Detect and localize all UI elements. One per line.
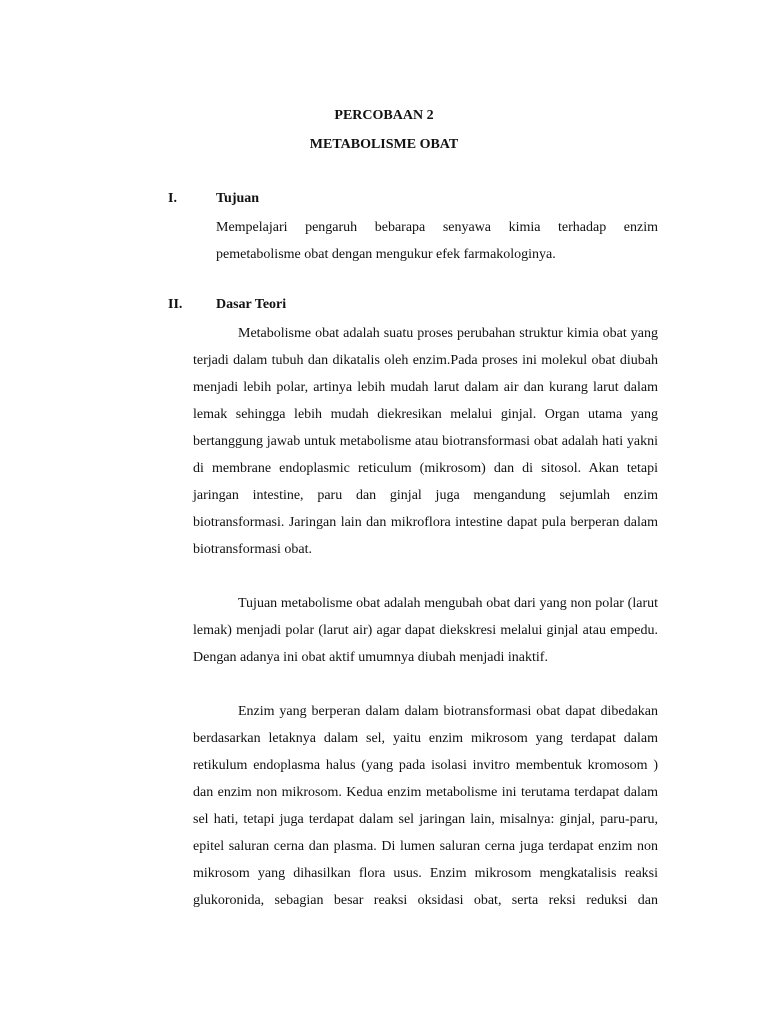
section-number-1: I. bbox=[168, 191, 177, 206]
theory-paragraph-2: Tujuan metabolisme obat adalah mengubah obat dari yang non polar (larut lemak) menjadi polar (larut air) agar dapat diekskresi melalui ginjal atau empedu. Dengan adanya ini obat aktif umumnya diubah menjadi inaktif. bbox=[193, 596, 658, 665]
experiment-subject-title: METABOLISME OBAT bbox=[309, 137, 459, 152]
theory-paragraph-3: Enzim yang berperan dalam dalam biotransformasi obat dapat dibedakan berdasarkan letaknya dalam sel, yaitu enzim mikrosom yang terdapat dalam retikulum endoplasma halus (yang pada isolasi invitro membentuk kromosom ) dan enzim non mikrosom. Kedua enzim metabolisme ini terutama terdapat dalam sel hati, tetapi juga terdapat dalam sel jaringan lain, misalnya: ginjal, paru-paru, epitel saluran cerna dan plasma. Di lumen saluran cerna juga terdapat enzim non mikrosom yang dihasilkan flora usus. Enzim mikrosom mengkatalisis reaksi glukoronida, sebagian besar reaksi oksidasi obat, serta reksi reduksi dan bbox=[193, 704, 658, 908]
theory-paragraph-1: Metabolisme obat adalah suatu proses perubahan struktur kimia obat yang terjadi dalam tubuh dan dikatalis oleh enzim.Pada proses ini molekul obat diubah menjadi lebih polar, artinya lebih mudah larut dalam air dan kurang larut dalam lemak sehingga lebih mudah diekresikan melalui ginjal. Organ utama yang bertanggung jawab untuk metabolisme atau biotransformasi obat adalah hati yakni di membrane endoplasmic reticulum (mikrosom) dan di sitosol. Akan tetapi jaringan intestine, paru dan ginjal juga mengandung sejumlah enzim biotransformasi. Jaringan lain dan mikroflora intestine dapat pula berperan dalam biotransformasi obat. bbox=[193, 326, 658, 557]
experiment-number-title: PERCOBAAN 2 bbox=[334, 108, 434, 123]
section-number-2: II. bbox=[168, 297, 183, 312]
objective-paragraph: Mempelajari pengaruh bebarapa senyawa kimia terhadap enzim pemetabolisme obat dengan mengukur efek farmakologinya. bbox=[216, 220, 658, 262]
section-title-tujuan: Tujuan bbox=[216, 191, 260, 206]
section-title-dasar-teori: Dasar Teori bbox=[216, 297, 287, 312]
